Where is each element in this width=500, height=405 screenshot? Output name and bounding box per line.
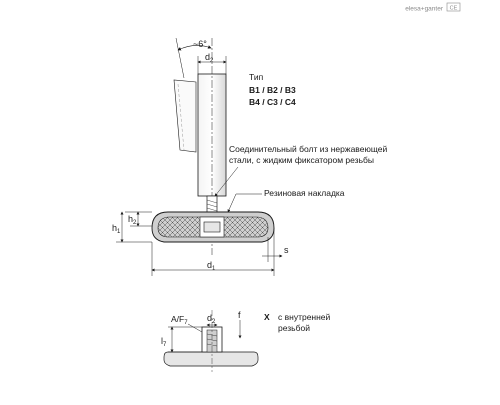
bolt-callout-line-1: Соединительный болт из нержавеющей [229,144,388,154]
d2-label: $d_2$ [205,52,214,64]
brand-logo: elesa+ganter [405,5,443,13]
type-line-1: B1 / B2 / B3 [249,85,296,95]
detail-af-label: $A/F_7$ [171,314,188,326]
detail-d2-label: $d_2$ [207,313,216,325]
threaded-rod [198,74,226,196]
d1-label: $d_1$ [207,260,216,272]
x-callout-line-1: с внутренней [278,312,331,322]
type-line-2: B4 / C3 / C4 [249,97,296,107]
base-pad [152,212,274,242]
h2-label: $h_2$ [128,214,137,226]
detail-af-leader [188,324,202,332]
rubber-leader-line-2 [228,194,236,212]
type-heading: Тип [249,72,264,82]
h1-label: $h_1$ [112,223,121,235]
detail-l7-label: $l_7$ [161,336,167,348]
angle-guide-line [176,38,184,78]
rubber-pad-label: Резиновая накладка [264,188,345,198]
detail-f-label: f [238,310,241,320]
x-mark: X [264,312,270,322]
angle-label: ~6° [193,39,207,49]
x-callout-line-2: резьбой [278,323,310,333]
bolt-callout-line-2: стали, с жидким фиксатором резьбы [229,155,374,165]
tilted-rod-ghost [174,80,196,152]
ce-badge-text: CE [449,5,458,12]
s-label: s [284,245,289,255]
